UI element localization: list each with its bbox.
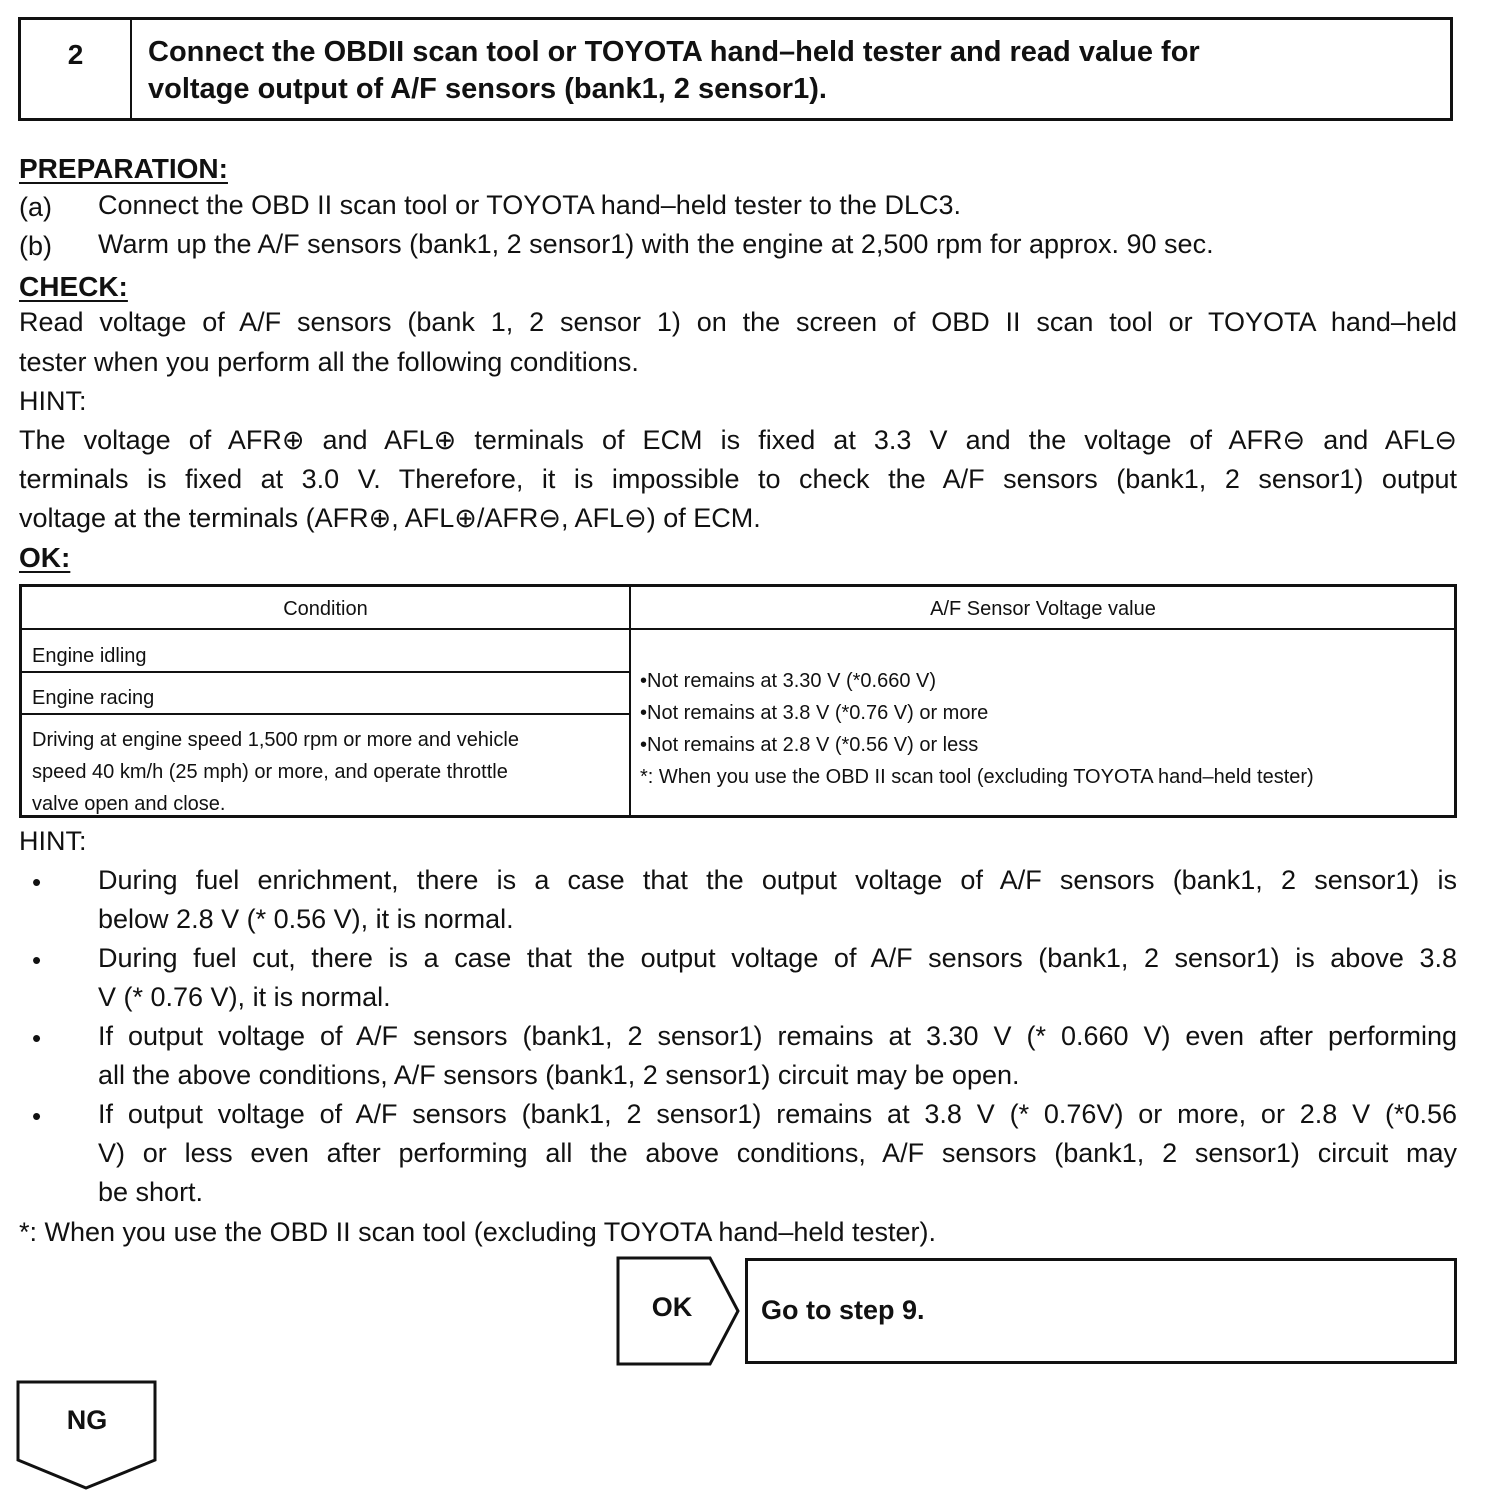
hint-bullet-line: all the above conditions, A/F sensors (bank1, 2 sensor1) circuit may be open.: [98, 1060, 1020, 1090]
hint-bullet-line: During fuel cut, there is a case that the output voltage of A/F sensors (bank1, 2 sensor1) is above 3.8: [98, 943, 1457, 973]
bullet-icon: •: [32, 945, 42, 975]
ng-arrow-icon: [16, 1380, 158, 1492]
hint-bullet-line: below 2.8 V (* 0.56 V), it is normal.: [98, 904, 514, 934]
step-number: 2: [21, 20, 132, 118]
step-header: [18, 17, 1453, 121]
table-cell-value: *: When you use the OBD II scan tool (excluding TOYOTA hand–held tester): [640, 766, 1314, 788]
table-cell-value: •Not remains at 3.30 V (*0.660 V): [640, 670, 937, 692]
table-header-cell: A/F Sensor Voltage value: [930, 598, 1156, 620]
check-text-line: Read voltage of A/F sensors (bank 1, 2 sensor 1) on the screen of OBD II scan tool or TOYOTA hand–held: [19, 307, 1457, 337]
step-title: [148, 34, 1438, 108]
ok-label: OK: [651, 1292, 693, 1322]
hint-bullet-line: be short.: [98, 1177, 204, 1207]
ok-result-box: [745, 1258, 1457, 1364]
preparation-heading: PREPARATION:: [19, 153, 228, 184]
bullet-icon: •: [32, 867, 42, 897]
table-cell-condition: Engine idling: [32, 645, 147, 667]
table-header-cell: Condition: [283, 598, 368, 620]
step-title-line: voltage output of A/F sensors (bank1, 2 sensor1).: [148, 73, 827, 105]
bullet-icon: •: [32, 1023, 42, 1053]
hint-bullet-line: If output voltage of A/F sensors (bank1, 2 sensor1) remains at 3.8 V (* 0.76V) or more, or 2.8 V (*0.56: [98, 1099, 1457, 1129]
footnote: *: When you use the OBD II scan tool (excluding TOYOTA hand–held tester).: [19, 1217, 936, 1247]
hint-bullet-line: V (* 0.76 V), it is normal.: [98, 982, 391, 1012]
table-cell-condition: Driving at engine speed 1,500 rpm or more and vehicle: [32, 729, 519, 751]
hint-bullet-line: If output voltage of A/F sensors (bank1, 2 sensor1) remains at 3.30 V (* 0.660 V) even after performing: [98, 1021, 1457, 1051]
step-title-line: Connect the OBDII scan tool or TOYOTA hand–held tester and read value for: [148, 36, 1200, 68]
ok-heading: OK:: [19, 542, 71, 573]
check-hint-line: terminals is fixed at 3.0 V. Therefore, it is impossible to check the A/F sensors (bank1, 2 sensor1) output: [19, 464, 1457, 494]
check-heading: CHECK:: [19, 271, 128, 302]
prep-item-letter: (a): [19, 192, 52, 222]
check-hint-label: HINT:: [19, 386, 87, 416]
hint-bullet-line: During fuel enrichment, there is a case that the output voltage of A/F sensors (bank1, 2 sensor1) is: [98, 865, 1457, 895]
condition-table: [19, 584, 1457, 818]
check-text-line: tester when you perform all the following conditions.: [19, 347, 639, 377]
ok-action-text: Go to step 9.: [761, 1295, 925, 1325]
table-cell-condition: Engine racing: [32, 687, 155, 709]
prep-item-letter: (b): [19, 231, 52, 261]
hint-label: HINT:: [19, 826, 87, 856]
table-cell-value: •Not remains at 2.8 V (*0.56 V) or less: [640, 734, 979, 756]
table-cell-condition: speed 40 km/h (25 mph) or more, and operate throttle: [32, 761, 508, 783]
check-hint-line: The voltage of AFR⊕ and AFL⊕ terminals of ECM is fixed at 3.3 V and the voltage of AFR⊖ and AFL⊖: [19, 425, 1457, 455]
table-cell-value: •Not remains at 3.8 V (*0.76 V) or more: [640, 702, 989, 724]
ng-label: NG: [66, 1405, 108, 1435]
prep-item-text: Warm up the A/F sensors (bank1, 2 sensor1) with the engine at 2,500 rpm for approx. 90 sec.: [98, 229, 1214, 259]
bullet-icon: •: [32, 1101, 42, 1131]
table-cell-condition: valve open and close.: [32, 793, 226, 815]
prep-item-text: Connect the OBD II scan tool or TOYOTA hand–held tester to the DLC3.: [98, 190, 961, 220]
check-hint-line: voltage at the terminals (AFR⊕, AFL⊕/AFR⊖, AFL⊖) of ECM.: [19, 503, 761, 533]
hint-bullet-line: V) or less even after performing all the above conditions, A/F sensors (bank1, 2 sensor1) circuit may: [98, 1138, 1457, 1168]
